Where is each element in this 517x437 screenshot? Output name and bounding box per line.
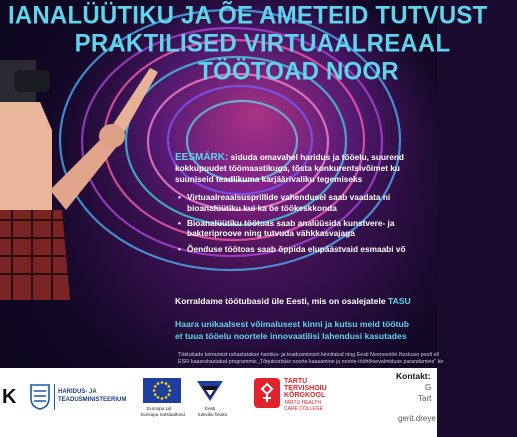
coat-of-arms-icon <box>30 384 50 410</box>
ministry-line-2: TEADUSMINISTEERIUM <box>58 397 127 403</box>
college-line-2: TERVISHOIU <box>284 385 327 392</box>
feature-list <box>175 192 437 254</box>
college-line-1: TARTU <box>284 378 308 385</box>
funding-line-2: ESFi kaasrahastatud programmis „Tõrjutusriskis noorte kaasamine ja noorte tööhõivevalmiduse parandamine" kir <box>178 359 444 365</box>
headline-line-3: TÖÖTOAD NOOR <box>198 57 399 86</box>
call-to-action <box>175 318 437 342</box>
college-line-3: KÕRGKOOL <box>284 392 326 399</box>
college-line-5: CARE COLLEGE <box>284 406 323 412</box>
eu-label-2: Euroopa Sotsiaalfond <box>141 412 185 417</box>
free-of-charge-accent: TASU <box>388 296 411 306</box>
headline-line-1: IANALÜÜTIKU JA ÕE AMETEID TUTVUST <box>8 1 488 30</box>
contact-line-1: G <box>425 383 432 392</box>
person-with-vr-headset <box>0 60 180 360</box>
ministry-line-1: HARIDUS- JA <box>58 389 97 395</box>
content-block <box>175 152 437 259</box>
contact-line-2: Tart <box>418 394 432 403</box>
estonia-future-logo-icon <box>195 378 225 403</box>
college-logo-icon <box>254 378 280 408</box>
partner-logo-k: K <box>2 386 17 408</box>
cta-line-1: Haara unikaalsest võimalusest kinni ja kutsu meid töötub <box>175 319 410 329</box>
list-item: • Bioanalüütiku töötoas saab analüüsida kunstvere- ja bakteriproove ning tutvuda vähkkasvajaga <box>175 218 437 239</box>
list-item: • Virtuaalreaalsusprillide vahendusel saab vaadata ni bioanalüütiku kui ka õe töökeskkonda <box>175 192 437 213</box>
funding-line-1: Töötubade toimumist rahastatakse haridus- ja teadusministri kinnitatud ning Eesti Noorsootöö Keskuse poolt ell <box>178 352 439 358</box>
eu-flag-icon <box>143 378 181 403</box>
goal-text: siduda omavahel haridus ja tööelu, suurend kokkupuudet töömaastikuga, tõsta konkurentsivõimet ku suuniseid teadlikuma karjäärivaliku tegemiseks <box>175 152 404 184</box>
cta-line-2: et tuua tööelu noortele innovaatilisi lahendusi kasutades <box>175 331 407 341</box>
eu-label-1: Euroopa Liit <box>147 406 172 411</box>
goal-paragraph <box>175 152 437 184</box>
organise-text: Korraldame töötubasid üle Eesti, mis on osalejatele <box>175 296 386 306</box>
contact-label: Kontakt: <box>396 371 431 381</box>
headline-line-2: PRAKTILISED VIRTUAALREAAL <box>74 29 451 58</box>
contact-email: gerit.dreye <box>398 414 436 423</box>
funding-note <box>178 352 444 366</box>
estonia-label-1: Eesti <box>205 406 216 411</box>
sponsor-footer <box>0 368 437 437</box>
organise-line <box>175 296 437 306</box>
ministry-divider <box>54 384 55 410</box>
list-item: • Õenduse töötoas saab õppida elupäästvaid esmaabi võ <box>175 244 437 254</box>
goal-keyword: EESMÄRK: <box>175 152 229 163</box>
estonia-label-2: tuleviku heaks <box>198 412 228 417</box>
college-line-4: TARTU HEALTH <box>284 400 321 406</box>
